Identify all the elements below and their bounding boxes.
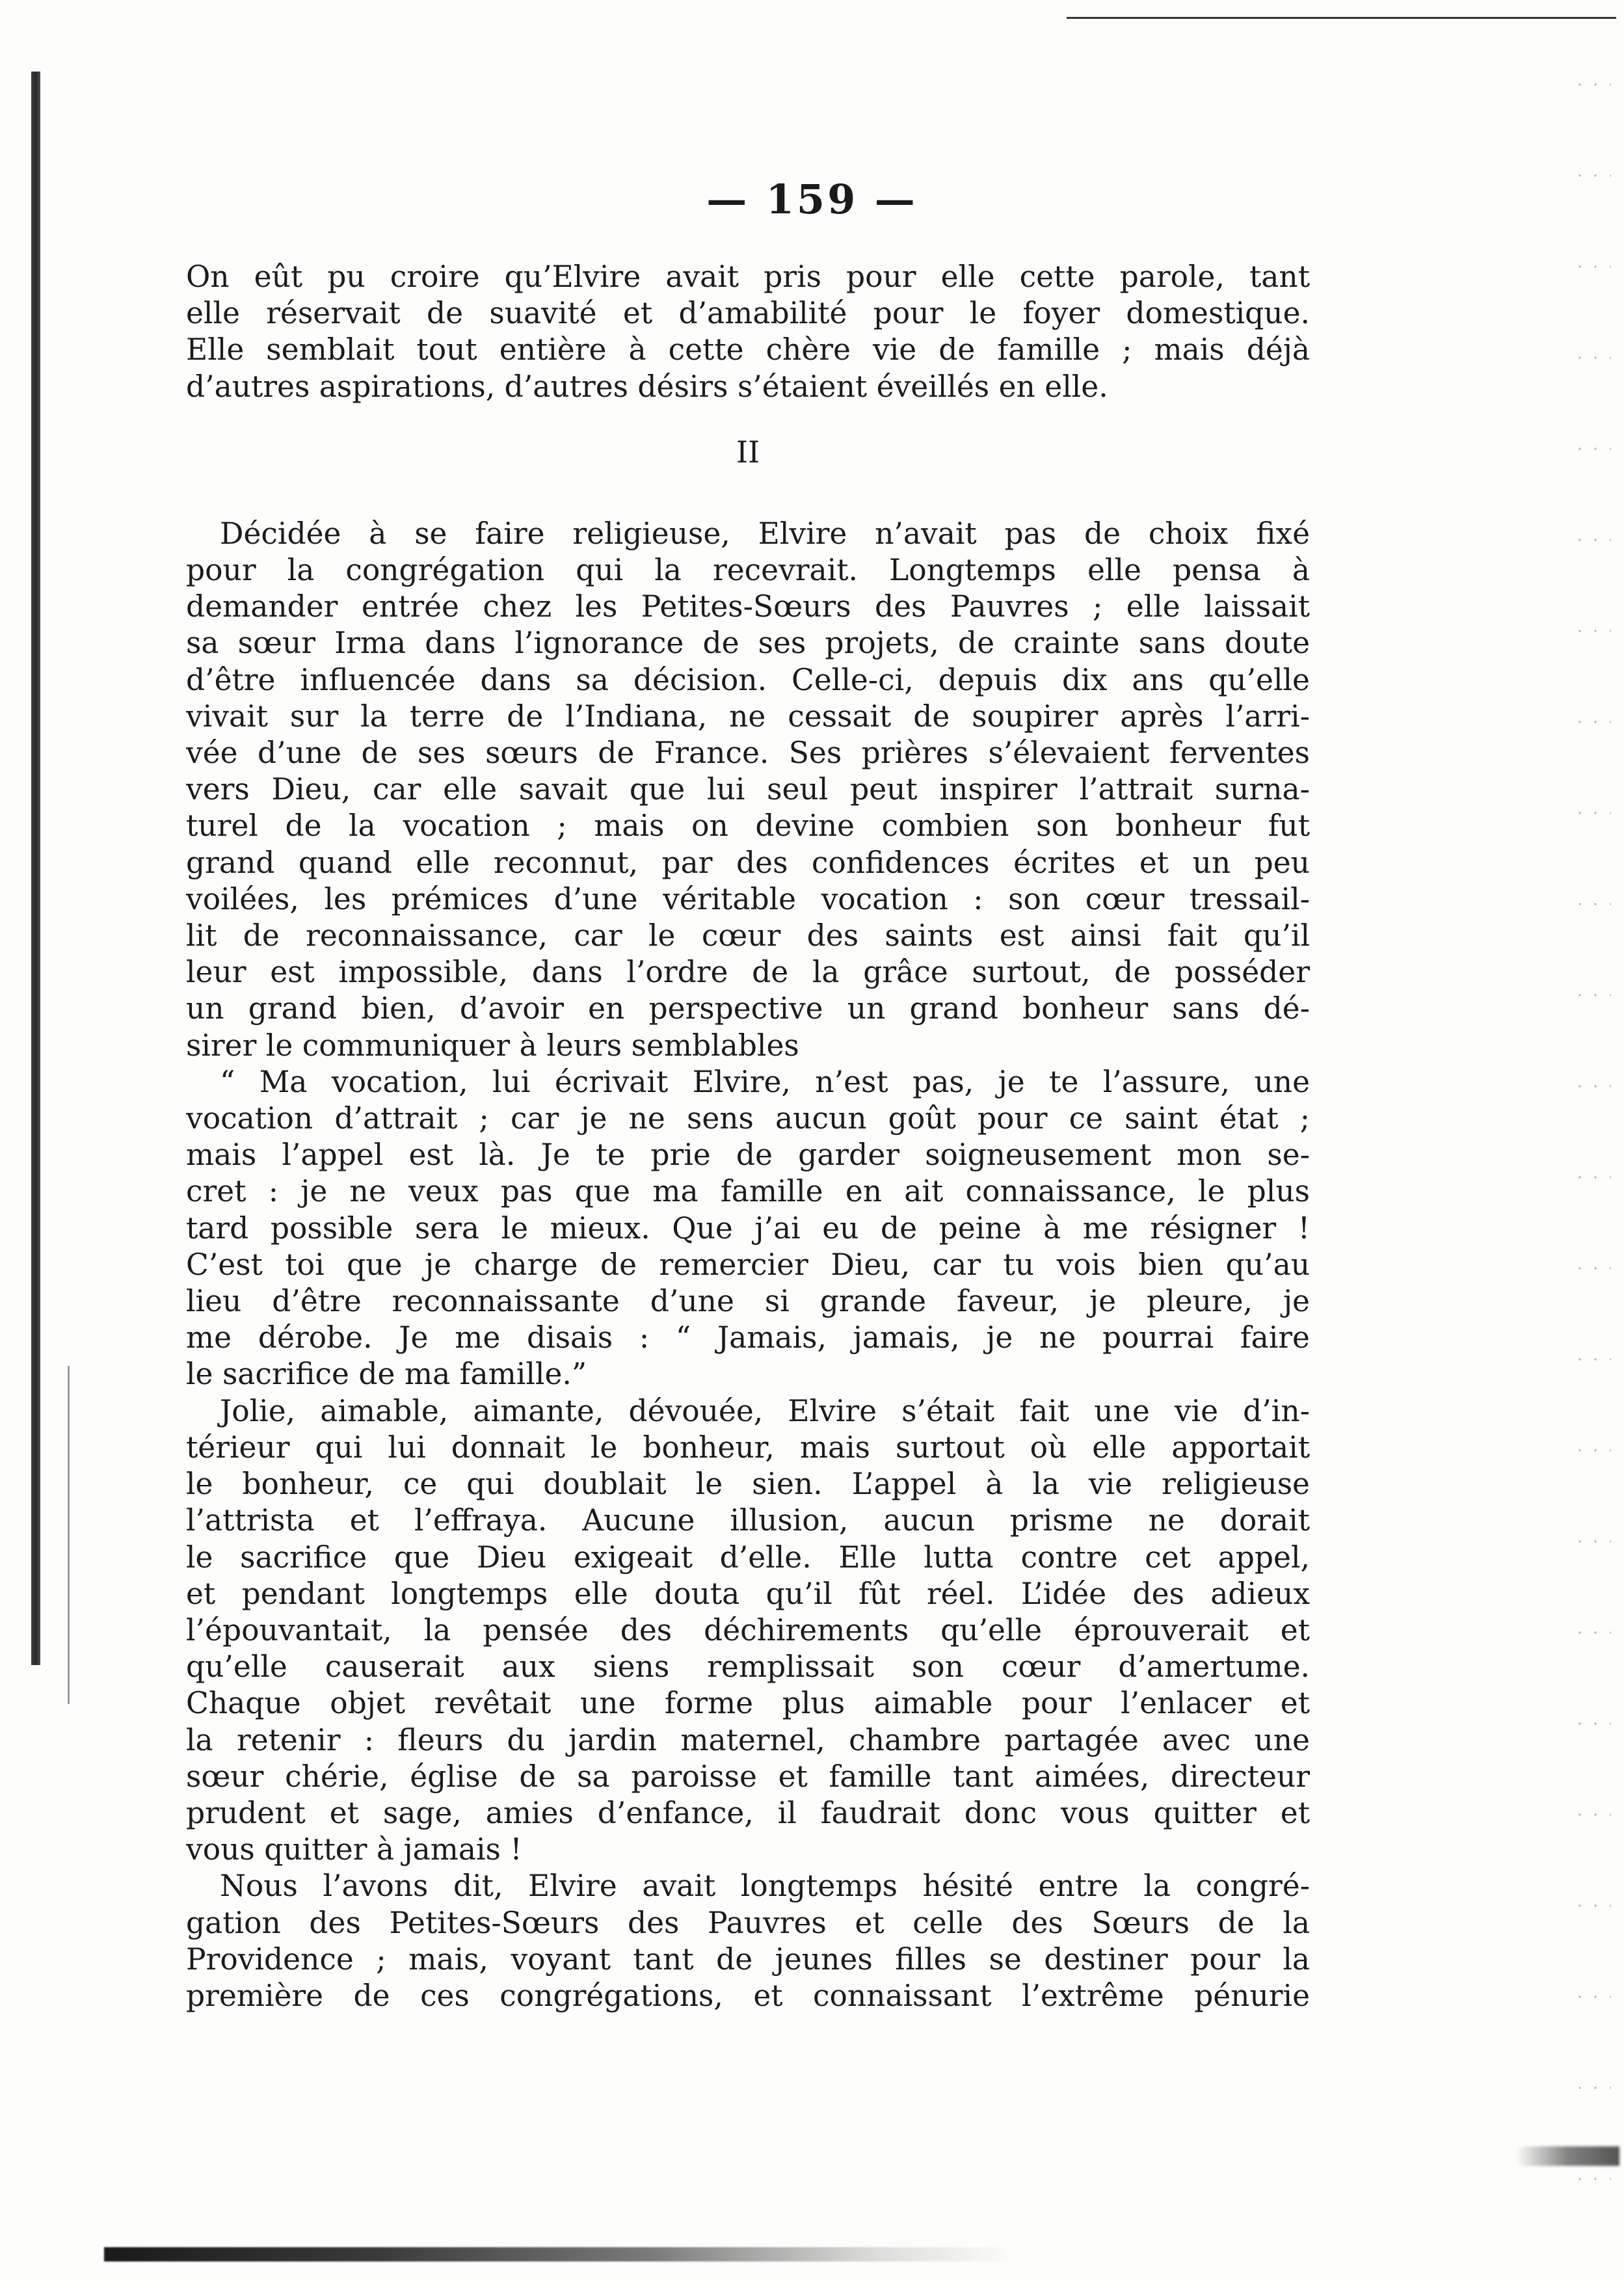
text-line: sœur chérie, église de sa paroisse et famille tant aimées, directeur: [186, 1759, 1310, 1794]
text-line: qu’elle causerait aux siens remplissait son cœur d’amertume.: [186, 1649, 1310, 1685]
text-line: Providence ; mais, voyant tant de jeunes filles se destiner pour la: [186, 1941, 1310, 1977]
page-number: — 159 —: [706, 176, 918, 223]
text-line: le sacrifice que Dieu exigeait d’elle. Elle lutta contre cet appel,: [186, 1540, 1310, 1575]
text-line: turel de la vocation ; mais on devine combien son bonheur fut: [186, 808, 1310, 844]
text-line: Jolie, aimable, aimante, dévouée, Elvire s’était fait une vie d’in-: [220, 1393, 1310, 1428]
text-line: mais l’appel est là. Je te prie de garder soigneusement mon se-: [186, 1138, 1310, 1173]
text-line: Décidée à se faire religieuse, Elvire n’avait pas de choix fixé: [220, 516, 1310, 551]
text-line: l’épouvantait, la pensée des déchirements qu’elle éprouverait et: [186, 1612, 1310, 1647]
right-edge-speckles: [1572, 39, 1611, 2250]
text-line: d’autres aspirations, d’autres désirs s’étaient éveillés en elle.: [186, 369, 1108, 404]
text-line: elle réservait de suavité et d’amabilité pour le foyer domestique.: [186, 296, 1310, 331]
top-scan-rule: [1067, 17, 1616, 19]
text-line: vous quitter à jamais !: [186, 1832, 522, 1867]
text-line: vers Dieu, car elle savait que lui seul peut inspirer l’attrait surna-: [186, 772, 1310, 807]
paragraph-3: [186, 1064, 1310, 1393]
text-line: vée d’une de ses sœurs de France. Ses prières s’élevaient ferventes: [186, 736, 1310, 771]
text-line: Chaque objet revêtait une forme plus aimable pour l’enlacer et: [186, 1686, 1310, 1721]
text-line: C’est toi que je charge de remercier Dieu, car tu vois bien qu’au: [186, 1247, 1310, 1282]
text-line: vivait sur la terre de l’Indiana, ne cessait de soupirer après l’arri-: [186, 699, 1310, 734]
text-line: pour la congrégation qui la recevrait. Longtemps elle pensa à: [186, 553, 1310, 588]
text-line: voilées, les prémices d’une véritable vocation : son cœur tressail-: [186, 881, 1310, 916]
text-line: la retenir : fleurs du jardin maternel, chambre partagée avec une: [186, 1722, 1310, 1757]
text-line: Nous l’avons dit, Elvire avait longtemps hésité entre la congré-: [220, 1869, 1310, 1904]
paragraph-4: [186, 1393, 1310, 1869]
text-line: lit de reconnaissance, car le cœur des saints est ainsi fait qu’il: [186, 918, 1310, 954]
text-line: Elle semblait tout entière à cette chère vie de famille ; mais déjà: [186, 332, 1310, 367]
text-line: térieur qui lui donnait le bonheur, mais surtout où elle apportait: [186, 1430, 1310, 1465]
text-line: sa sœur Irma dans l’ignorance de ses projets, de crainte sans doute: [186, 626, 1310, 661]
text-line: “ Ma vocation, lui écrivait Elvire, n’est pas, je te l’assure, une: [220, 1064, 1310, 1099]
text-line: première de ces congrégations, et connaissant l’extrême pénurie: [186, 1978, 1310, 2013]
text-line: un grand bien, d’avoir en perspective un grand bonheur sans dé-: [186, 991, 1310, 1026]
text-line: et pendant longtemps elle douta qu’il fût réel. L’idée des adieux: [186, 1576, 1310, 1611]
binding-shadow: [31, 72, 40, 1665]
text-line: me dérobe. Je me disais : “ Jamais, jamais, je ne pourrai faire: [186, 1320, 1310, 1355]
text-line: cret : je ne veux pas que ma famille en ait connaissance, le plus: [186, 1174, 1310, 1209]
paragraph-1: [186, 259, 1310, 405]
binding-shadow-inner: [68, 1366, 70, 1704]
text-line: l’attrista et l’effraya. Aucune illusion, aucun prisme ne dorait: [186, 1503, 1310, 1538]
text-line: le sacrifice de ma famille.”: [186, 1357, 587, 1392]
text-line: gation des Petites-Sœurs des Pauvres et celle des Sœurs de la: [186, 1905, 1310, 1940]
right-edge-smudge: [1515, 2146, 1619, 2166]
bottom-scan-smear: [104, 2247, 1015, 2261]
text-line: leur est impossible, dans l’ordre de la grâce surtout, de posséder: [186, 955, 1310, 990]
text-line: demander entrée chez les Petites-Sœurs des Pauvres ; elle laissait: [186, 589, 1310, 624]
paragraph-5: [186, 1868, 1310, 2014]
text-line: tard possible sera le mieux. Que j’ai eu de peine à me résigner !: [186, 1210, 1310, 1246]
text-line: grand quand elle reconnut, par des confidences écrites et un peu: [186, 845, 1310, 880]
body-text: [186, 259, 1310, 2014]
text-line: On eût pu croire qu’Elvire avait pris pour elle cette parole, tant: [186, 260, 1310, 294]
paragraph-2: [186, 516, 1310, 1064]
section-number: II: [736, 434, 760, 470]
text-line: d’être influencée dans sa décision. Celle-ci, depuis dix ans qu’elle: [186, 662, 1310, 697]
text-line: vocation d’attrait ; car je ne sens aucun goût pour ce saint état ;: [186, 1101, 1310, 1136]
text-line: prudent et sage, amies d’enfance, il faudrait donc vous quitter et: [186, 1795, 1310, 1830]
text-line: sirer le communiquer à leurs semblables: [186, 1028, 799, 1063]
text-line: le bonheur, ce qui doublait le sien. L’appel à la vie religieuse: [186, 1467, 1310, 1502]
text-line: lieu d’être reconnaissante d’une si grande faveur, je pleure, je: [186, 1284, 1310, 1319]
